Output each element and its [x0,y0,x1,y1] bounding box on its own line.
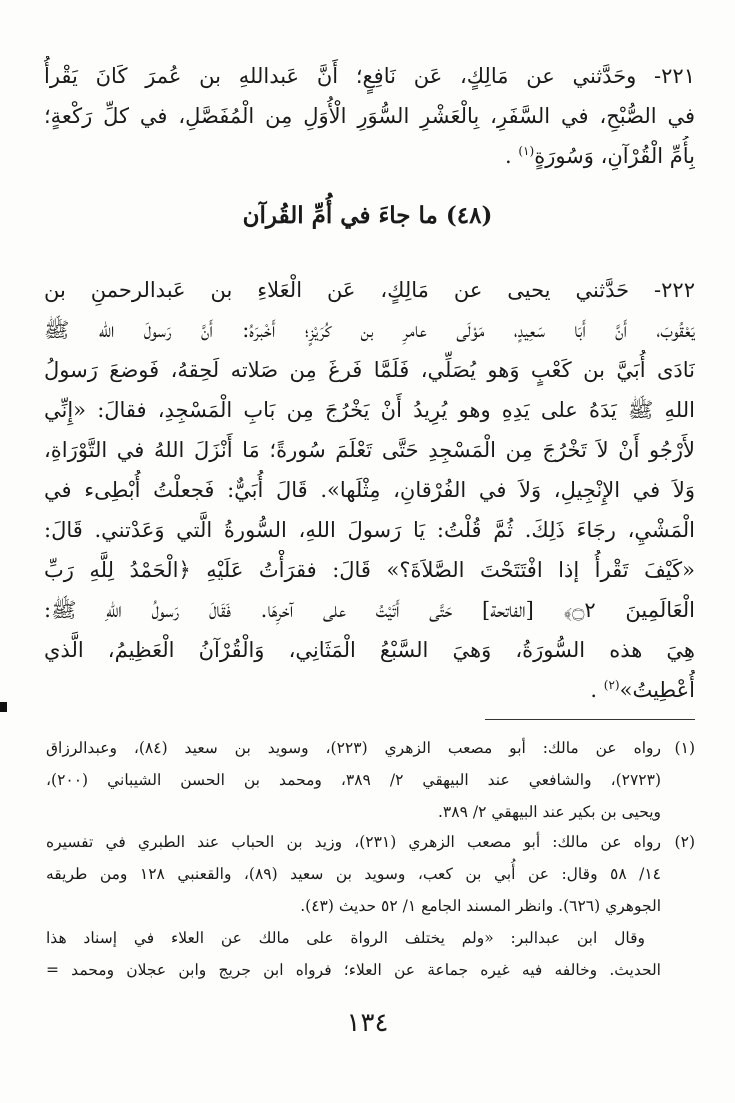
footnote-1-line-1: رواه عن مالك: أبو مصعب الزهري (٢٢٣)، وسويد بن سعيد (٨٤)، وعبدالرزاق [46,739,661,757]
footnote-2-line-3: الجوهري (٦٢٦). وانظر المسند الجامع ١/ ٥٢ حديث (٤٣). [300,897,661,915]
hadith-221-line-1: ٢٢١- وحَدَّثني عن مَالِكٍ، عَن نَافِعٍ؛ أَنَّ عَبداللهِ بن عُمرَ كَانَ يَقْرأُ [44,64,695,88]
footnote-2-line-1: رواه عن مالك: أبو مصعب الزهري (٢٣١)، وزيد بن الحباب عند الطبري في تفسيره [46,833,661,851]
hadith-221-line-3-tail: . [505,144,519,168]
hadith-222-line-1: ٢٢٢- حَدَّثني يحيى عن مَالِكٍ، عَن الْعَلاءِ بن عَبدالرحمنِ بن [44,278,695,302]
hadith-222-line-8: «كَيْفَ تَقْرأُ إذا افْتَتَحْتَ الصَّلاَةَ؟» قَالَ: فقرَأْتُ عَلَيْهِ ﴿الْحَمْدُ لِلَّهِ رَبِّ [44,558,695,582]
hadith-222-line-10: هِيَ هذه السُّورَةُ، وَهيَ السَّبْعُ الْمَثَانِي، وَالْقُرْآنُ الْعَظِيمُ، الَّذي [44,638,695,662]
hadith-222-line-2: يَعْقُوبَ، أَنَّ أَبَا سَعِيدٍ، مَوْلَى عامرِ بن كُرَيْزٍ؛ أَخْبرَهُ: أَنَّ رَسولَ الله ﷺ [44,318,695,342]
hadith-221-line-2: في الصُّبْحِ، في السَّفَرِ، بِالْعَشْرِ السُّوَرِ الْأُوَلِ مِن الْمُفَصَّلِ، في كلِّ رَكْعةٍ؛ [44,104,695,128]
hadith-222-line-3: نَادَى أُبَيَّ بن كَعْبٍ وَهو يُصَلِّي، فَلَمَّا فَرغَ مِن صَلاته لَحِقهُ، فَوضعَ رَسولُ [44,358,695,382]
hadith-222-line-5: لأَرْجُو أَنْ لاَ تَخْرُجَ مِن الْمَسْجِدِ حَتَّى تَعْلَمَ سُورةً؛ مَا أَنْزَلَ اللهُ في التَّوْرَاةِ، [44,438,695,462]
footnote-separator [485,719,695,720]
hadith-222-line-4: اللهِ ﷺ يَدَهُ على يَدِهِ وهو يُرِيدُ أَنْ يَخْرُجَ مِن بَابِ الْمَسْجِدِ، فقالَ: «إِنِّي [44,398,695,422]
hadith-222-line-7: الْمَشْيِ، رجَاءَ ذَلِكَ. ثُمَّ قُلْتُ: يَا رَسولَ اللهِ، السُّورةُ الَّتي وَعَدْتني. قَالَ: [44,518,695,542]
hadith-222-tail: . [590,678,604,702]
footnote-2-line-2: ١٤/ ٥٨ وقال: عن أُبي بن كعب، وسويد بن سعيد (٨٩)، والقعنبي ١٢٨ ومن طريقه [46,865,661,883]
hadith-222-last-line: أُعْطِيتُ» [619,678,695,702]
footnote-ref-2[interactable]: (٢) [603,678,620,692]
hadith-221-line-3-text: بِأُمِّ الْقُرْآنِ، وَسُورَةٍ [534,144,695,168]
footnote-1-number: (١) [674,739,695,757]
footnote-2-number: (٢) [674,833,695,851]
hadith-222 [44,270,695,720]
hadith-222-line-11 [44,670,695,710]
footnote-1-line-2: (٢٧٢٣)، والشافعي عند البيهقي ٢/ ٣٨٩، ومحمد بن الحسن الشيباني (٢٠٠)، [46,771,661,789]
hadith-221-line-3 [44,136,695,176]
hadith-222-line-6: وَلاَ في الإِنْجِيلِ، وَلاَ في الفُرْقانِ، مِثْلَها». قَالَ أُبَيٌّ: فَجعلْتُ أُبْطِىء في [44,478,695,502]
hadith-221 [44,56,695,186]
footnote-2-line-4: وقال ابن عبدالبر: «ولم يختلف الرواة على مالك عن العلاء في إسناد هذا [46,929,645,947]
footnote-ref-1[interactable]: (١) [518,144,535,158]
footnote-2-line-5: الحديث. وخالفه فيه غيره جماعة عن العلاء؛ فرواه ابن جريج وابن عجلان ومحمد = [46,961,661,979]
scan-edge-mark [0,702,7,712]
chapter-heading: (٤٨) ما جاءَ في أُمِّ القُرآن [242,202,493,229]
hadith-222-line-9: الْعَالَمِينَ ۝٢﴾ [الفاتحة] حَتَّى أَتَيْتُ على آخرِهَا. فَقَالَ رَسولُ اللهِ ﷺ: [44,598,695,622]
page-number: ١٣٤ [346,1008,389,1038]
footnote-1-line-3: ويحيى بن بكير عند البيهقي ٢/ ٣٨٩. [437,803,661,821]
